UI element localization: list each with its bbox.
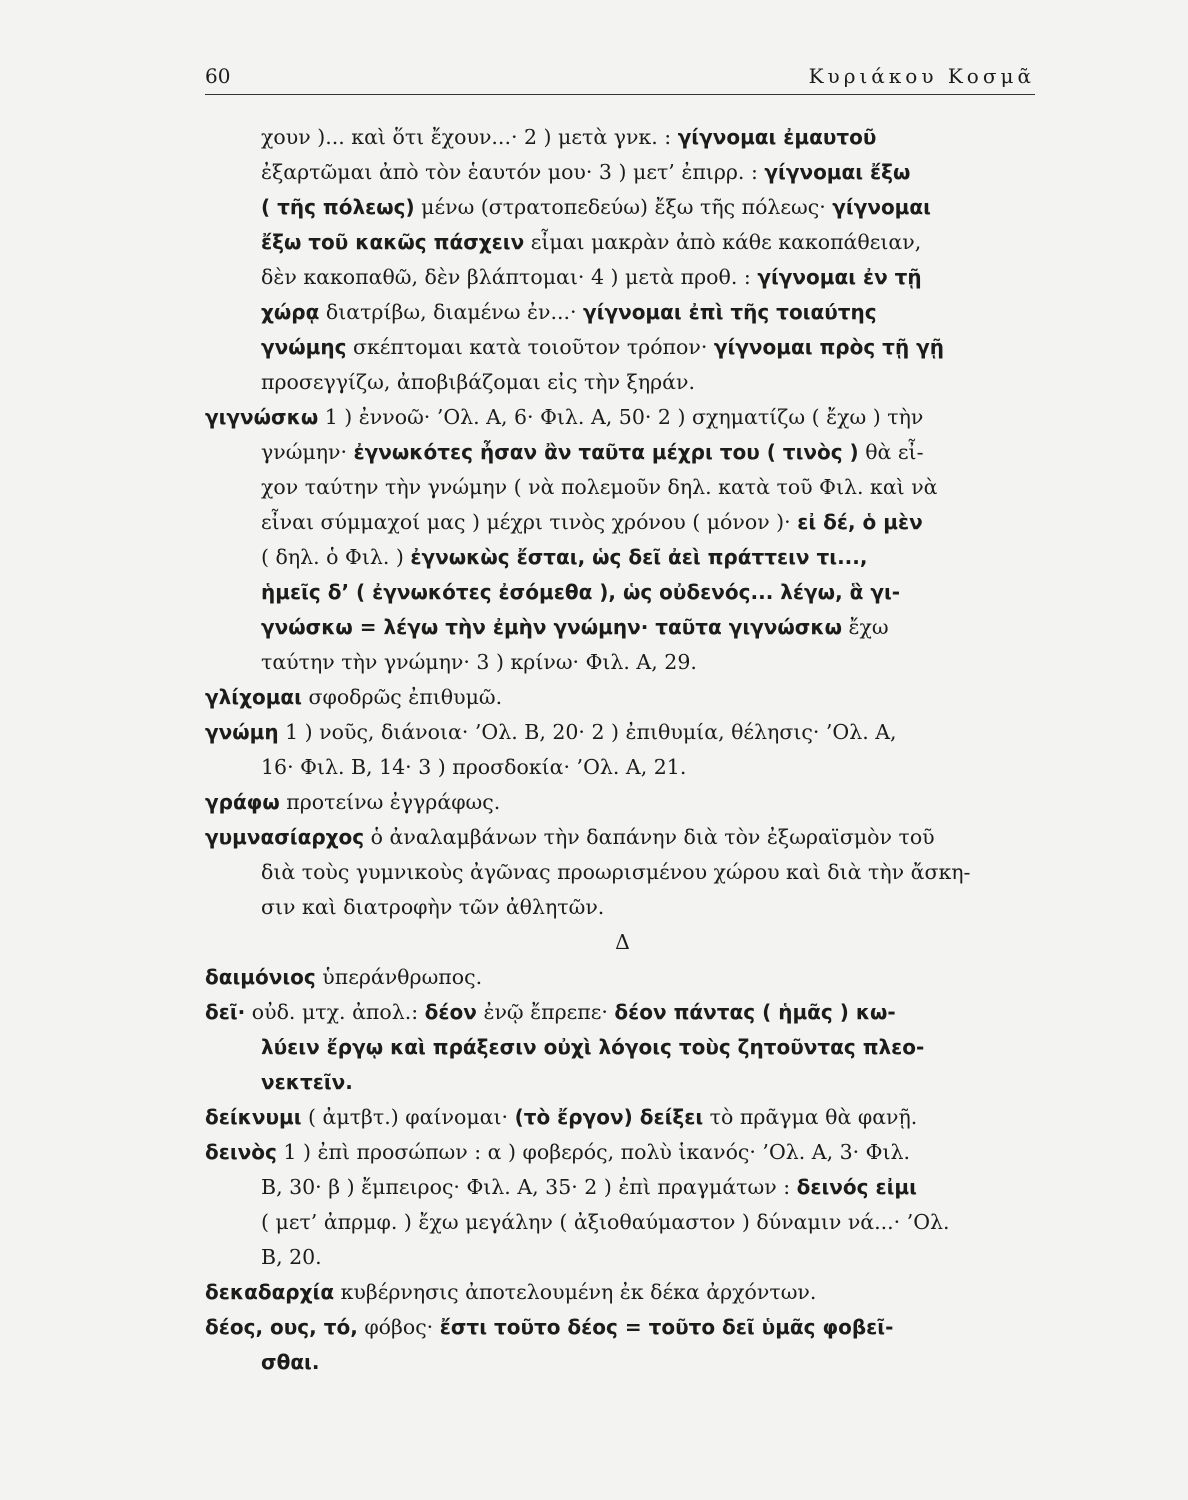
- headword-text: ἔστι τοῦτο δέος = τοῦτο δεῖ ὑμᾶς φοβεῖ-: [439, 1315, 894, 1339]
- gloss-text: 16· Φιλ. Β, 14· 3 ) προσδοκία· ’Ολ. Α, 21.: [261, 755, 687, 779]
- gloss-text: εἶναι σύμμαχοί μας ) μέχρι τινὸς χρόνου ( μόνον )·: [261, 510, 798, 534]
- gloss-text: 1 ) ἐννοῶ· ’Ολ. Α, 6· Φιλ. Α, 50· 2 ) σχηματίζω ( ἔχω ) τὴν: [318, 405, 924, 429]
- headword-text: γίγνομαι ἐπὶ τῆς τοιαύτης: [583, 300, 877, 324]
- gloss-text: Β, 20.: [261, 1245, 322, 1269]
- entry-line: [205, 225, 1040, 260]
- headword-text: ( τῆς πόλεως): [261, 195, 415, 219]
- entry-line: [205, 505, 1040, 540]
- gloss-text: ( δηλ. ὁ Φιλ. ): [261, 545, 411, 569]
- headword-text: γίγνομαι ἔξω: [764, 160, 911, 184]
- entry-line: [205, 1065, 1040, 1100]
- entry-line: [205, 890, 1040, 925]
- entry-line: [205, 400, 1040, 435]
- entry-line: [205, 1100, 1040, 1135]
- headword-text: δεινός εἰμι: [796, 1175, 917, 1199]
- gloss-text: σκέπτομαι κατὰ τοιοῦτον τρόπον·: [346, 335, 714, 359]
- headword-text: γίγνομαι ἐμαυτοῦ: [677, 125, 877, 149]
- gloss-text: διατρίβω, διαμένω ἐν...·: [319, 300, 584, 324]
- page-number: 60: [205, 64, 231, 88]
- headword-text: δαιμόνιος: [205, 965, 316, 989]
- headword-text: γνώμη: [205, 720, 279, 744]
- headword-text: νεκτεῖν.: [261, 1070, 353, 1094]
- headword-text: εἰ δέ, ὁ μὲν: [797, 510, 923, 534]
- gloss-text: χον ταύτην τὴν γνώμην ( νὰ πολεμοῦν δηλ. κατὰ τοῦ Φιλ. καὶ νὰ: [261, 475, 938, 499]
- entry-line: [205, 995, 1040, 1030]
- gloss-text: ταύτην τὴν γνώμην· 3 ) κρίνω· Φιλ. Α, 29.: [261, 650, 697, 674]
- headword-text: δεινὸς: [205, 1140, 277, 1164]
- gloss-text: ( μετ’ ἀπρμφ. ) ἔχω μεγάλην ( ἀξιοθαύμαστον ) δύναμιν νά...· ’Ολ.: [261, 1210, 950, 1234]
- entry-line: [205, 785, 1040, 820]
- entry-line: [205, 295, 1040, 330]
- entry-line: [205, 1170, 1040, 1205]
- entry-line: [205, 575, 1040, 610]
- entry-line: [205, 330, 1040, 365]
- headword-text: ἐγνωκότες ἦσαν ἂν ταῦτα μέχρι του ( τινὸς ): [353, 440, 859, 464]
- gloss-text: διὰ τοὺς γυμνικοὺς ἀγῶνας προωρισμένου χώρου καὶ διὰ τὴν ἄσκη-: [261, 860, 971, 884]
- headword-text: γιγνώσκω: [205, 405, 319, 429]
- entry-line: [205, 190, 1040, 225]
- gloss-text: ἐνῷ ἔπρεπε·: [476, 1000, 615, 1024]
- headword-text: δεῖ·: [205, 1000, 246, 1024]
- headword-text: δέος, ους, τό,: [205, 1315, 358, 1339]
- gloss-text: ἔχω: [841, 615, 889, 639]
- headword-text: ἐγνωκὼς ἔσται, ὡς δεῖ ἀεὶ πράττειν τι...,: [410, 545, 868, 569]
- headword-text: δεκαδαρχία: [205, 1280, 335, 1304]
- entry-line: [205, 1240, 1040, 1275]
- headword-text: ἔξω τοῦ κακῶς πάσχειν: [261, 230, 525, 254]
- entry-line: [205, 855, 1040, 890]
- entry-line: [205, 715, 1040, 750]
- entry-line: [205, 960, 1040, 995]
- headword-text: λύειν ἔργῳ καὶ πράξεσιν οὐχὶ λόγοις τοὺς ζητοῦντας πλεο-: [261, 1035, 925, 1059]
- running-head-title: Κυριάκου Κοσμᾶ: [808, 64, 1035, 88]
- gloss-text: φόβος·: [357, 1315, 440, 1339]
- gloss-text: γνώμην·: [261, 440, 354, 464]
- entry-line: [205, 680, 1040, 715]
- lexicon-body: [205, 120, 1040, 1380]
- headword-text: γνώσκω = λέγω τὴν ἐμὴν γνώμην· ταῦτα γιγνώσκω: [261, 615, 842, 639]
- entry-line: [205, 645, 1040, 680]
- headword-text: δείκνυμι: [205, 1105, 302, 1129]
- gloss-text: οὐδ. μτχ. ἀπολ.:: [245, 1000, 425, 1024]
- entry-line: [205, 120, 1040, 155]
- entry-line: [205, 1310, 1040, 1345]
- gloss-text: τὸ πρᾶγμα θὰ φανῇ.: [703, 1105, 918, 1129]
- entry-line: [205, 1135, 1040, 1170]
- headword-text: δέον: [424, 1000, 477, 1024]
- headword-text: δέον πάντας ( ἡμᾶς ) κω-: [614, 1000, 896, 1024]
- gloss-text: σιν καὶ διατροφὴν τῶν ἀθλητῶν.: [261, 895, 605, 919]
- gloss-text: ὁ ἀναλαμβάνων τὴν δαπάνην διὰ τὸν ἐξωραϊσμὸν τοῦ: [364, 825, 935, 849]
- headword-text: σθαι.: [261, 1350, 320, 1374]
- gloss-text: ἐξαρτῶμαι ἀπὸ τὸν ἑαυτόν μου· 3 ) μετ’ ἐπιρρ. :: [261, 160, 765, 184]
- entry-line: [205, 260, 1040, 295]
- entry-line: [205, 750, 1040, 785]
- headword-text: γυμνασίαρχος: [205, 825, 365, 849]
- gloss-text: 1 ) ἐπὶ προσώπων : α ) φοβερός, πολὺ ἱκανός· ’Ολ. Α, 3· Φιλ.: [276, 1140, 911, 1164]
- entry-line: [205, 820, 1040, 855]
- entry-line: [205, 365, 1040, 400]
- entry-line: [205, 1030, 1040, 1065]
- headword-text: γίγνομαι πρὸς τῇ γῇ: [713, 335, 945, 359]
- entry-line: [205, 435, 1040, 470]
- gloss-text: δὲν κακοπαθῶ, δὲν βλάπτομαι· 4 ) μετὰ προθ. :: [261, 265, 758, 289]
- headword-text: γίγνομαι: [832, 195, 931, 219]
- gloss-text: προσεγγίζω, ἀποβιβάζομαι εἰς τὴν ξηράν.: [261, 370, 696, 394]
- headword-text: (τὸ ἔργον) δείξει: [514, 1105, 704, 1129]
- gloss-text: εἶμαι μακρὰν ἀπὸ κάθε κακοπάθειαν,: [524, 230, 922, 254]
- headword-text: γνώμης: [261, 335, 347, 359]
- entry-line: [205, 1275, 1040, 1310]
- entry-line: [205, 1345, 1040, 1380]
- gloss-text: Δ: [615, 930, 630, 954]
- section-letter: [205, 925, 1040, 960]
- headword-text: χώρᾳ: [261, 300, 320, 324]
- gloss-text: Β, 30· β ) ἔμπειρος· Φιλ. Α, 35· 2 ) ἐπὶ πραγμάτων :: [261, 1175, 797, 1199]
- gloss-text: χουν )... καὶ ὅτι ἔχουν...· 2 ) μετὰ γνκ. :: [261, 125, 678, 149]
- gloss-text: κυβέρνησις ἀποτελουμένη ἐκ δέκα ἀρχόντων.: [334, 1280, 817, 1304]
- entry-line: [205, 470, 1040, 505]
- gloss-text: προτείνω ἐγγράφως.: [279, 790, 501, 814]
- gloss-text: θὰ εἶ-: [858, 440, 924, 464]
- gloss-text: μένω (στρατοπεδεύω) ἔξω τῆς πόλεως·: [414, 195, 833, 219]
- headword-text: γίγνομαι ἐν τῇ: [757, 265, 922, 289]
- gloss-text: ὑπεράνθρωπος.: [315, 965, 483, 989]
- entry-line: [205, 540, 1040, 575]
- entry-line: [205, 1205, 1040, 1240]
- headword-text: γλίχομαι: [205, 685, 302, 709]
- gloss-text: ( ἀμτβτ.) φαίνομαι·: [301, 1105, 515, 1129]
- entry-line: [205, 610, 1040, 645]
- gloss-text: σφοδρῶς ἐπιθυμῶ.: [301, 685, 503, 709]
- running-header: [205, 64, 1035, 95]
- entry-line: [205, 155, 1040, 190]
- gloss-text: 1 ) νοῦς, διάνοια· ’Ολ. Β, 20· 2 ) ἐπιθυμία, θέλησις· ’Ολ. Α,: [278, 720, 897, 744]
- headword-text: γράφω: [205, 790, 280, 814]
- headword-text: ἡμεῖς δ’ ( ἐγνωκότες ἐσόμεθα ), ὡς οὐδενός... λέγω, ἃ γι-: [261, 580, 901, 604]
